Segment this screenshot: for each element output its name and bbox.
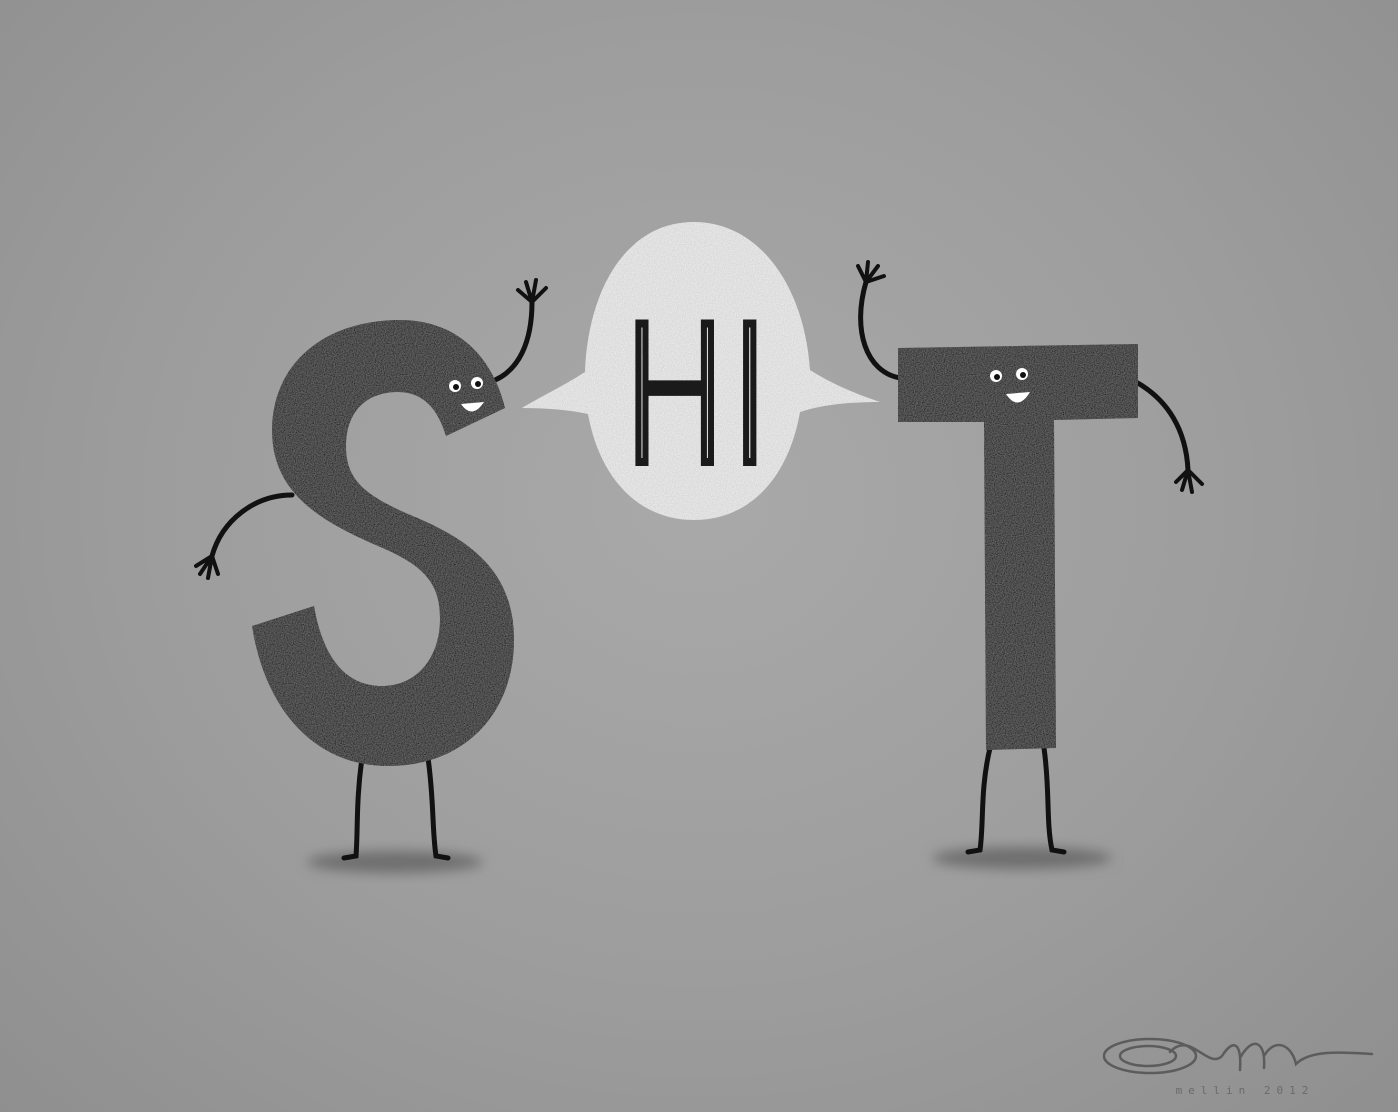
t-left-arm [861, 282, 900, 378]
s-right-hand [518, 280, 546, 302]
t-right-arm [1136, 382, 1188, 470]
speech-bubble-text: HI [621, 286, 771, 507]
signature-caption: mellin 2012 [1175, 1084, 1315, 1097]
s-shadow [307, 851, 483, 873]
t-left-leg [968, 748, 990, 852]
t-character [858, 262, 1202, 852]
s-character [196, 280, 546, 858]
s-right-leg [428, 758, 448, 858]
t-left-hand [858, 262, 884, 282]
t-right-hand [1176, 470, 1202, 492]
artist-signature [1104, 1039, 1372, 1073]
t-shadow [932, 847, 1112, 869]
speech-bubble [522, 222, 880, 520]
t-letter-shape [898, 344, 1138, 750]
s-left-leg [344, 758, 362, 858]
t-right-leg [1044, 748, 1064, 852]
s-right-arm [490, 302, 532, 382]
s-left-hand [196, 556, 218, 578]
s-left-arm [212, 495, 292, 556]
